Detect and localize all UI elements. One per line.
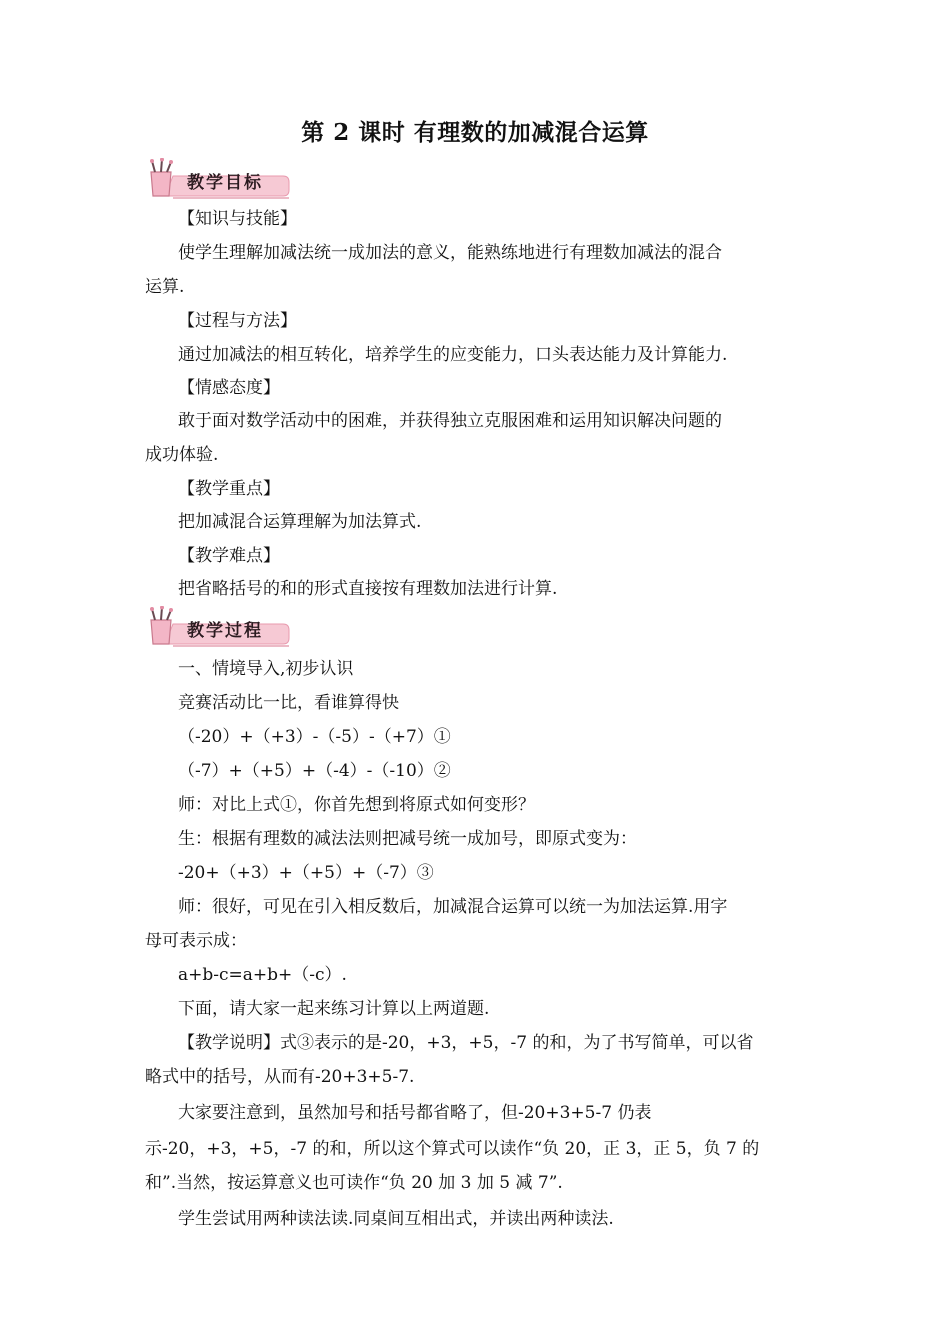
reading-note-end: 和”.当然，按运算意义也可读作“负 20 加 3 加 5 减 7”. xyxy=(145,1173,563,1193)
section-heading: 教学过程 xyxy=(187,621,263,641)
student-practice: 学生尝试用两种读法读.同桌间互相出式，并读出两种读法. xyxy=(178,1209,614,1229)
emotion-text: 敢于面对数学活动中的困难，并获得独立克服困难和运用知识解决问题的 xyxy=(178,411,722,431)
section-heading: 教学目标 xyxy=(187,173,263,193)
teacher-comment: 师：很好，可见在引入相反数后，加减混合运算可以统一为加法运算.用字 xyxy=(178,897,728,917)
knowledge-text: 使学生理解加减法统一成加法的意义，能熟练地进行有理数加减法的混合 xyxy=(178,243,722,263)
teacher-comment-cont: 母可表示成： xyxy=(145,931,247,951)
teaching-note-cont: 略式中的括号，从而有-20+3+5-7. xyxy=(145,1067,415,1087)
reading-note: 大家要注意到，虽然加号和括号都省略了，但-20+3+5-7 仍表 xyxy=(178,1103,652,1123)
key-point-text: 把加减混合运算理解为加法算式. xyxy=(178,512,422,532)
practice-prompt: 下面，请大家一起来练习计算以上两道题. xyxy=(178,999,490,1019)
process-label: 【过程与方法】 xyxy=(178,311,297,331)
knowledge-label: 【知识与技能】 xyxy=(178,209,297,229)
teacher-question: 师：对比上式①，你首先想到将原式如何变形？ xyxy=(178,795,535,815)
emotion-text-cont: 成功体验. xyxy=(145,445,219,465)
page-title: 第 2 课时 有理数的加减混合运算 xyxy=(301,119,649,146)
student-answer: 生：根据有理数的减法法则把减号统一成加号，即原式变为： xyxy=(178,829,637,849)
equation-1: （-20）+（+3）-（-5）-（+7）① xyxy=(178,727,451,747)
knowledge-text-cont: 运算. xyxy=(145,277,185,297)
reading-note-cont: 示-20，+3，+5，-7 的和，所以这个算式可以读作“负 20，正 3，正 5，负 7 的 xyxy=(145,1139,760,1159)
equation-3: -20+（+3）+（+5）+（-7）③ xyxy=(178,863,434,883)
teaching-note: 【教学说明】式③表示的是-20，+3，+5，-7 的和，为了书写简单，可以省 xyxy=(178,1033,754,1053)
equation-2: （-7）+（+5）+（-4）-（-10）② xyxy=(178,761,451,781)
emotion-label: 【情感态度】 xyxy=(178,378,280,398)
key-point-label: 【教学重点】 xyxy=(178,479,280,499)
step-contest: 竞赛活动比一比，看谁算得快 xyxy=(178,693,399,713)
section-badge-objectives xyxy=(143,158,293,202)
formula: a+b-c=a+b+（-c）. xyxy=(178,965,347,985)
difficulty-label: 【教学难点】 xyxy=(178,546,280,566)
difficulty-text: 把省略括号的和的形式直接按有理数加法进行计算. xyxy=(178,579,558,599)
step-intro: 一、情境导入,初步认识 xyxy=(178,659,354,679)
section-badge-process xyxy=(143,606,293,650)
process-text: 通过加减法的相互转化，培养学生的应变能力，口头表达能力及计算能力. xyxy=(178,345,728,365)
